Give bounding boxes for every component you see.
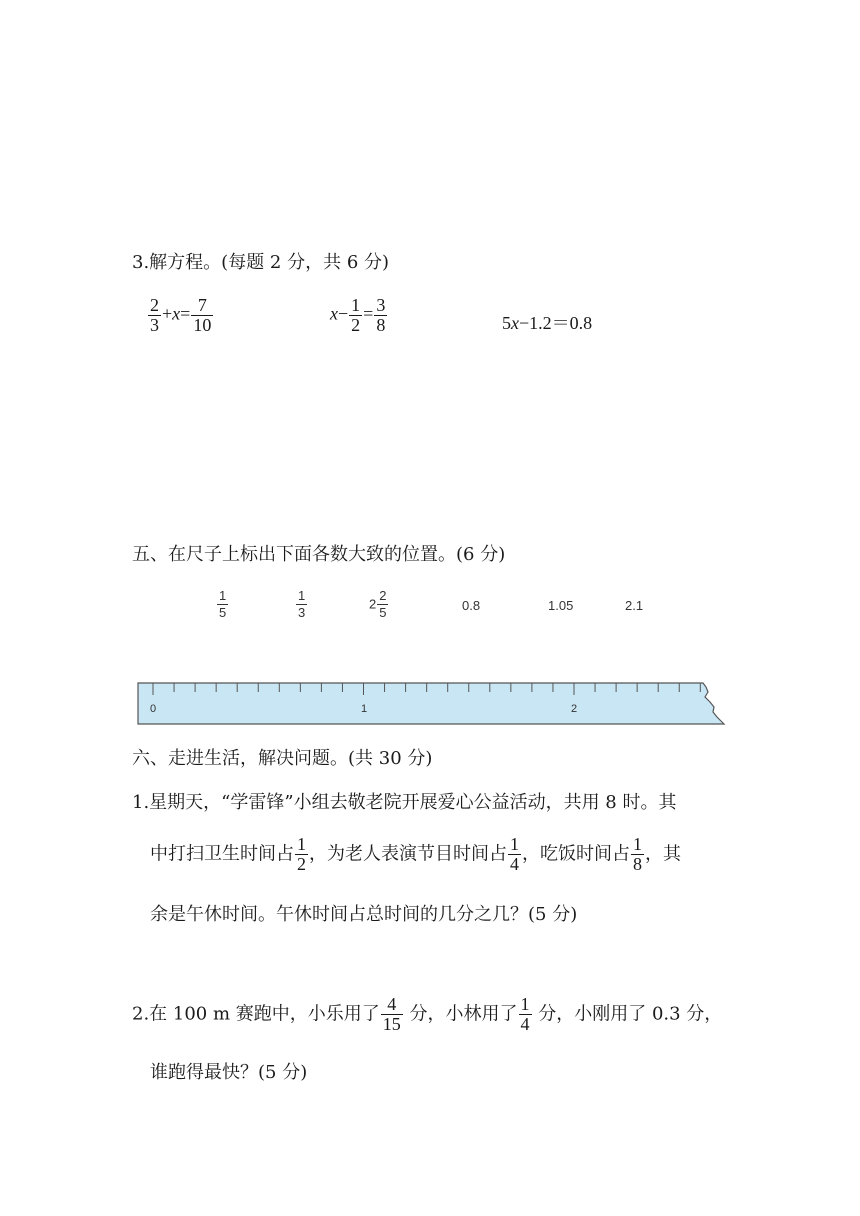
section6-heading: 六、走进生活，解决问题。(共 30 分) — [132, 748, 433, 769]
section5-heading: 五、在尺子上标出下面各数大致的位置。(6 分) — [132, 544, 506, 565]
ruler-label-2: 2 — [571, 703, 578, 715]
section3-heading: 3.解方程。(每题 2 分，共 6 分) — [132, 252, 390, 273]
ruler-label-1: 1 — [361, 703, 368, 715]
q1-line2: 中打扫卫生时间占 $\frac{1}{2}$ ，为老人表演节目时间占 $\frac{1}{4}$ ，吃饭时间占 $\frac{1}{8}$ ，其 — [150, 834, 681, 874]
number-one-third: $\frac{1}{3}$ — [298, 588, 306, 620]
q1-line3: 余是午休时间。午休时间占总时间的几分之几？(5 分) — [150, 904, 578, 925]
number-0-8: 0.8 — [462, 598, 481, 613]
number-2-1: 2.1 — [625, 598, 644, 613]
ruler — [135, 680, 730, 730]
number-two-and-two-fifths: 2 $\frac{2}{5}$ — [369, 588, 387, 620]
ruler-body — [138, 683, 724, 724]
q1-line1: 1.星期天，“学雷锋”小组去敬老院开展爱心公益活动，共用 8 时。其 — [132, 792, 677, 813]
q2-line2: 谁跑得最快？(5 分) — [150, 1062, 308, 1083]
number-1-05: 1.05 — [548, 598, 574, 613]
number-one-fifth: $\frac{1}{5}$ — [219, 588, 227, 620]
equation-2: x− $\frac{1}{2}$ = $\frac{3}{8}$ — [330, 295, 386, 335]
q2-line1: 2.在 100 m 赛跑中，小乐用了 $\frac{4}{15}$ 分，小林用了 $\frac{1}{4}$ 分，小刚用了 0.3 分， — [132, 994, 723, 1034]
equation-3: 5x−1.2＝0.8 — [502, 313, 593, 333]
equation-1: $\frac{2}{3}$ +x= $\frac{7}{10}$ — [150, 295, 212, 335]
ruler-label-0: 0 — [150, 703, 157, 715]
